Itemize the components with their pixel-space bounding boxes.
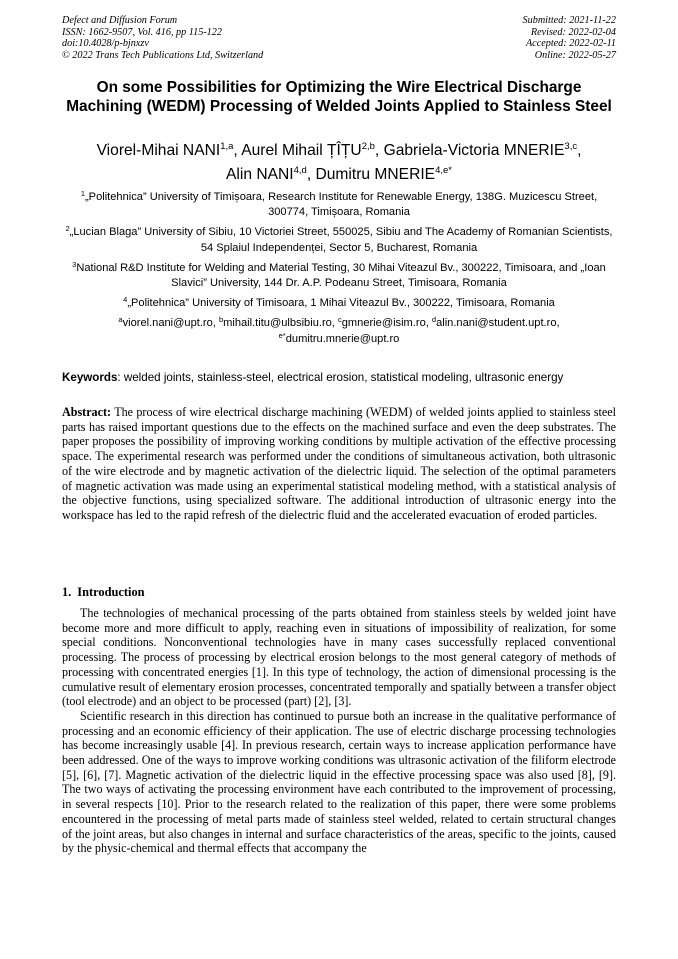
- keywords-label: Keywords: [62, 371, 118, 384]
- affiliation-text: „Politehnica” University of Timișoara, Research Institute for Renewable Energy, 138G. Muzicescu Street, 300774, Timișoara, Romania: [84, 191, 598, 219]
- email-marker: d: [431, 315, 437, 325]
- author-affiliation-marker: 4,d: [293, 165, 307, 176]
- abstract-text: The process of wire electrical discharge machining (WEDM) of welded joints applied to stainless steel parts has raised important questions due to the effects on the machined surface and even the deep substrates. The paper proposes the possibility of improving working conditions by multiple activation of the effective processing space. The experimental research was performed under the conditions of simultaneous activation, both ultrasonic of the wire electrode and by magnetic activation of the dielectric liquid. The selection of the optimal parameters of magnetic activation was made using an experimental statistical modeling method, with a statistical analysis of the objective functions, using specialized software. The additional introduction of ultrasonic energy into the workspace has led to the rapid refresh of the dielectric fluid and the accelerated evacuation of eroded particles.: [62, 405, 616, 522]
- email-marker: b: [218, 315, 224, 325]
- affiliation: [62, 225, 616, 255]
- online-date: Online: 2022-05-27: [534, 49, 616, 61]
- section-number: 1.: [62, 585, 72, 599]
- affiliation-number: 4: [123, 295, 128, 305]
- copyright-line: © 2022 Trans Tech Publications Ltd, Switzerland: [62, 49, 264, 61]
- affiliation-text: National R&D Institute for Welding and Material Testing, 30 Mihai Viteazul Bv., 300222, Timisoara, and „Ioan Slavici” University, 144 Dr. A.P. Podeanu Street, Timisoara, Romania: [76, 261, 606, 290]
- submitted-date: Submitted: 2021-11-22: [522, 15, 616, 26]
- email-list: [62, 316, 616, 346]
- section-heading: [62, 585, 145, 600]
- author-affiliation-marker: 4,e*: [435, 165, 452, 176]
- revised-date: Revised: 2022-02-04: [530, 26, 616, 38]
- doi-line[interactable]: doi:10.4028/p-bjnxzv: [62, 38, 149, 50]
- author-affiliation-marker: 1,a: [220, 141, 234, 152]
- body-paragraph: The technologies of mechanical processing of the parts obtained from stainless steels by welded joint have become more and more difficult to apply, reaching even in situations of impossibility of realization, for some special conditions. Nonconventional technologies have in many cases successfully replaced conventional processing. The process of processing by electrical erosion belongs to the most general category of methods of processing with concentrated energies [1]. In this type of technology, the action of dimensional processing is the cumulative result of elementary erosion processes, concentrated temporally and spatially between a transfer object (tool electrode) and an object to be processed (part) [2], [3].: [62, 606, 616, 709]
- email-link[interactable]: dumitru.mnerie@upt.ro: [285, 332, 400, 345]
- email-link[interactable]: alin.nani@student.upt.ro,: [436, 317, 560, 330]
- affiliation-text: „Lucian Blaga” University of Sibiu, 10 Victoriei Street, 550025, Sibiu and The Academy of Romanian Scientists, 54 Splaiul Independenței, Sector 5, Bucharest, Romania: [69, 226, 613, 254]
- affiliation-text: „Politehnica” University of Timisoara, 1 Mihai Viteazul Bv., 300222, Timisoara, Romania: [127, 297, 555, 310]
- keywords-text: : welded joints, stainless-steel, electrical erosion, statistical modeling, ultrasonic energy: [117, 371, 564, 384]
- author-separator: ,: [306, 166, 316, 183]
- author-name: Dumitru MNERIE: [315, 166, 436, 183]
- author-affiliation-marker: 2,b: [361, 141, 375, 152]
- email-marker: c: [337, 315, 342, 325]
- email-link[interactable]: viorel.nani@upt.ro,: [122, 317, 219, 330]
- author-separator: ,: [233, 142, 242, 159]
- paper-title: On some Possibilities for Optimizing the Wire Electrical Discharge Machining (WEDM) Processing of Welded Joints Applied to Stainless Steel: [66, 79, 612, 115]
- email-link[interactable]: mihail.titu@ulbsibiu.ro,: [223, 317, 338, 330]
- affiliation-number: 3: [72, 259, 77, 269]
- section-title: Introduction: [77, 585, 145, 599]
- email-marker: e*: [278, 330, 286, 340]
- email-marker: a: [118, 315, 123, 325]
- author-separator: ,: [577, 142, 582, 159]
- affiliation-list: [62, 190, 616, 352]
- affiliation-number: 2: [65, 224, 70, 234]
- author-list: [62, 139, 616, 187]
- journal-name: Defect and Diffusion Forum: [62, 15, 178, 26]
- issn-line: ISSN: 1662-9507, Vol. 416, pp 115-122: [62, 26, 222, 38]
- keywords-line: [62, 370, 622, 385]
- author-name: Aurel Mihail ȚÎȚU: [241, 142, 362, 159]
- section-body: [62, 606, 616, 856]
- abstract: [62, 405, 616, 523]
- author-separator: ,: [374, 142, 384, 159]
- affiliation: [62, 190, 616, 220]
- publication-dates: [523, 15, 616, 61]
- affiliation: [62, 261, 616, 291]
- author-name: Gabriela-Victoria MNERIE: [383, 142, 565, 159]
- email-link[interactable]: gmnerie@isim.ro,: [341, 317, 432, 330]
- affiliation-number: 1: [80, 189, 85, 198]
- author-name: Alin NANI: [226, 166, 294, 183]
- body-paragraph: Scientific research in this direction has continued to pursue both an increase in the qualitative performance of processing and an economic efficiency of their application. The use of electric discharge processing technologies has become increasingly usable [4]. In previous research, certain ways to increase application performance have been addressed. One of the ways to improve working conditions was ultrasonic activation of the filiform electrode [5], [6], [7]. Magnetic activation of the dielectric liquid in the effective processing space was also used [8], [9]. The two ways of activating the processing environment have each contributed to the improvement of processing, in several respects [10]. Prior to the research related to the realization of this paper, there were some problems encountered in the processing of metal parts made of stainless steel welded, related to certain structural changes of the joint areas, but also changes in internal and surface characteristics of the areas, specific to the joints, caused by the physic-chemical and thermal effects that accompany the: [62, 708, 616, 856]
- journal-info: [62, 15, 263, 61]
- author-name: Viorel-Mihai NANI: [96, 142, 221, 159]
- accepted-date: Accepted: 2022-02-11: [525, 38, 616, 50]
- affiliation: [62, 296, 616, 311]
- author-affiliation-marker: 3,c: [564, 141, 578, 152]
- abstract-label: Abstract:: [62, 405, 112, 419]
